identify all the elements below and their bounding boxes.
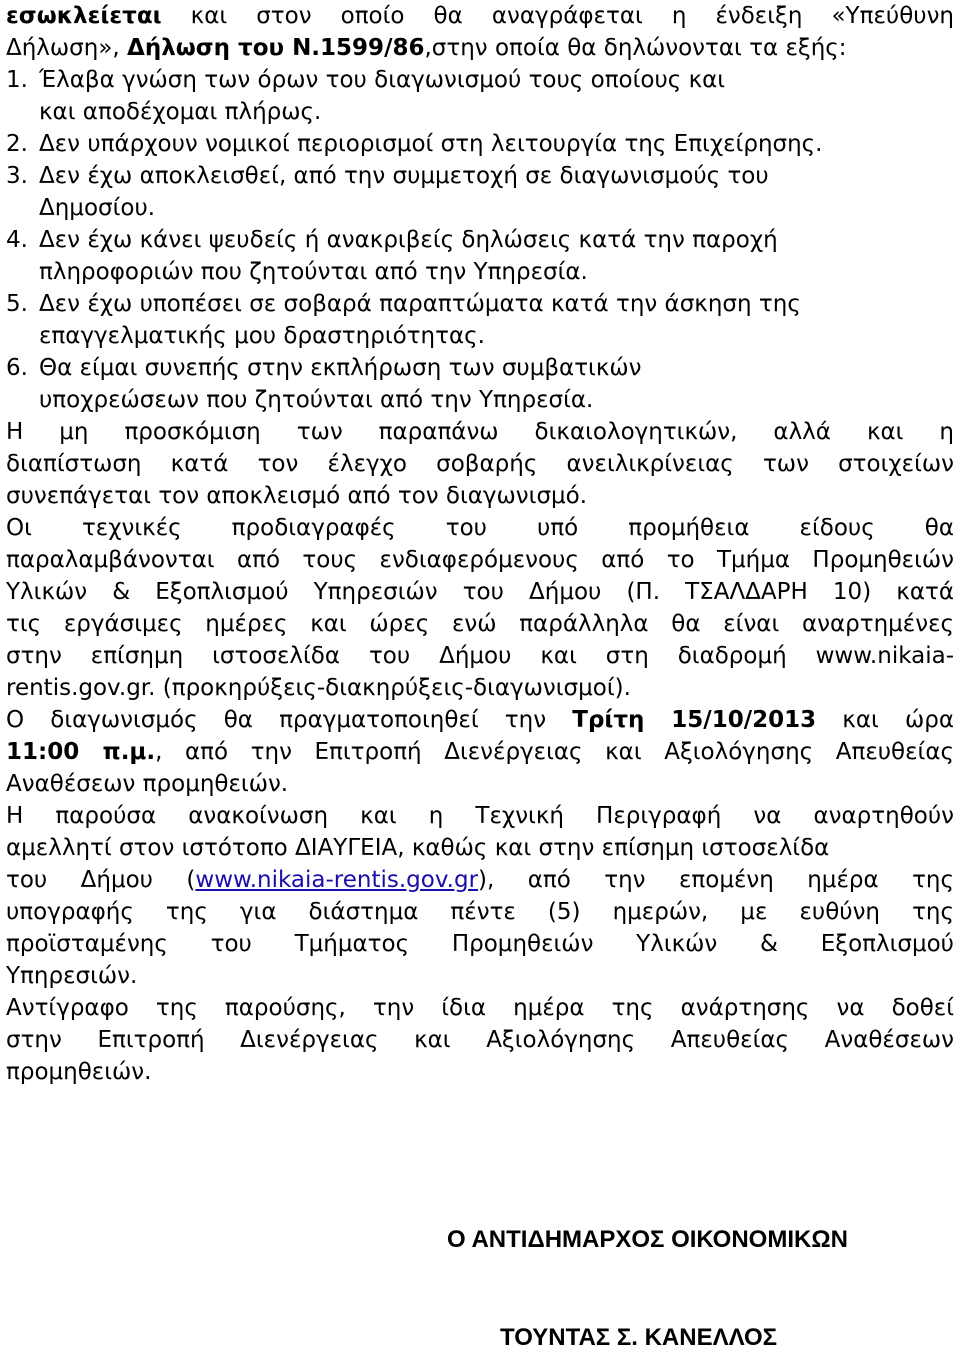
paragraph-line	[6, 864, 954, 896]
paragraph-line: rentis.gov.gr. (προκηρύξεις-διακηρύξεις-διαγωνισμοί).	[6, 675, 631, 701]
paragraph-specifications	[6, 512, 954, 704]
text: και ώρα	[816, 707, 954, 733]
paragraph-line	[6, 704, 954, 736]
paragraph-line: αμελλητί στον ιστότοπο ΔΙΑΥΓΕΙΑ, καθώς και στην επίσημη ιστοσελίδα	[6, 835, 830, 861]
paragraph-line: Οι τεχνικές προδιαγραφές του υπό προμήθεια είδους θα	[6, 515, 954, 541]
paragraph-line: Υπηρεσιών.	[6, 963, 138, 989]
intro-line-1	[6, 0, 954, 32]
paragraph-line	[6, 736, 954, 768]
intro-text-2a: Δήλωση»,	[6, 35, 128, 61]
list-item-cont: υποχρεώσεων που ζητούνται από την Υπηρεσία.	[39, 387, 594, 413]
paragraph-line: Η μη προσκόμιση των παραπάνω δικαιολογητικών, αλλά και η	[6, 419, 954, 445]
paragraph-line: διαπίστωση κατά τον έλεγχο σοβαρής ανειλικρίνειας των στοιχείων	[6, 451, 954, 477]
list-number: 5.	[6, 291, 28, 317]
paragraph-line: συνεπάγεται τον αποκλεισμό από τον διαγωνισμό.	[6, 483, 588, 509]
list-text: Δεν έχω υποπέσει σε σοβαρά παραπτώματα κατά την άσκηση της	[39, 291, 801, 317]
paragraph-line: παραλαμβάνονται από τους ενδιαφερόμενους από το Τμήμα Προμηθειών	[6, 547, 954, 573]
paragraph-line: προϊσταμένης του Τμήματος Προμηθειών Υλικών & Εξοπλισμού	[6, 931, 954, 957]
intro-bold-word: εσωκλείεται	[6, 3, 162, 29]
paragraph-line: στην Επιτροπή Διενέργειας και Αξιολόγησης Απευθείας Αναθέσεων	[6, 1027, 954, 1053]
tender-time: 11:00 π.μ.	[6, 739, 156, 765]
paragraph-line: Η παρούσα ανακοίνωση και η Τεχνική Περιγραφή να αναρτηθούν	[6, 803, 954, 829]
intro-text: και στον οποίο θα αναγράφεται η ένδειξη «Υπεύθυνη	[161, 3, 954, 29]
list-item	[6, 224, 954, 256]
paragraph-line: στην επίσημη ιστοσελίδα του Δήμου και στη διαδρομή www.nikaia-	[6, 643, 954, 669]
paragraph-line: Αντίγραφο της παρούσης, την ίδια ημέρα της ανάρτησης να δοθεί	[6, 995, 954, 1021]
list-number: 4.	[6, 227, 28, 253]
list-text: Δεν υπάρχουν νομικοί περιορισμοί στη λειτουργία της Επιχείρησης.	[39, 131, 823, 157]
paragraph-line: προμηθειών.	[6, 1059, 152, 1085]
intro-text-2b: ,στην οποία θα δηλώνονται τα εξής:	[424, 35, 847, 61]
list-item-cont: και αποδέχομαι πλήρως.	[39, 99, 322, 125]
document-body	[6, 0, 954, 1088]
signature-name: ΤΟΥΝΤΑΣ Σ. ΚΑΝΕΛΛΟΣ	[500, 1324, 778, 1351]
list-item	[6, 64, 954, 96]
paragraph-line: υπογραφής της για διάστημα πέντε (5) ημερών, με ευθύνη της	[6, 899, 954, 925]
paragraph-line: Αναθέσεων προμηθειών.	[6, 771, 289, 797]
paragraph-line: Υλικών & Εξοπλισμού Υπηρεσιών του Δήμου (Π. ΤΣΑΛΔΑΡΗ 10) κατά	[6, 579, 954, 605]
website-link[interactable]: www.nikaia-rentis.gov.gr	[195, 867, 479, 893]
list-item-cont: πληροφοριών που ζητούνται από την Υπηρεσία.	[39, 259, 588, 285]
declarations-list	[6, 64, 954, 416]
list-item-cont: επαγγελματικής μου δραστηριότητας.	[39, 323, 485, 349]
text: , από την Επιτροπή Διενέργειας και Αξιολόγησης Απευθείας	[155, 739, 954, 765]
paragraph-publication	[6, 800, 954, 992]
text: Ο διαγωνισμός θα πραγματοποιηθεί την	[6, 707, 573, 733]
text: ), από την επομένη ημέρα της	[478, 867, 954, 893]
signature-title: Ο ΑΝΤΙΔΗΜΑΡΧΟΣ ΟΙΚΟΝΟΜΙΚΩΝ	[447, 1226, 848, 1253]
list-text: Δεν έχω κάνει ψευδείς ή ανακριβείς δηλώσεις κατά την παροχή	[39, 227, 778, 253]
tender-date: Τρίτη 15/10/2013	[572, 707, 817, 733]
list-item-cont: Δημοσίου.	[39, 195, 156, 221]
list-item	[6, 128, 954, 160]
paragraph-exclusion	[6, 416, 954, 512]
list-text: Θα είμαι συνεπής στην εκπλήρωση των συμβατικών	[39, 355, 642, 381]
list-item	[6, 352, 954, 384]
list-item	[6, 288, 954, 320]
text: του Δήμου (	[6, 867, 196, 893]
paragraph-copy	[6, 992, 954, 1088]
list-number: 6.	[6, 355, 28, 381]
paragraph-tender-date	[6, 704, 954, 800]
law-reference: Δήλωση του Ν.1599/86	[127, 35, 425, 61]
list-number: 3.	[6, 163, 28, 189]
intro-line-2	[6, 32, 954, 64]
list-item	[6, 160, 954, 192]
list-text: Έλαβα γνώση των όρων του διαγωνισμού τους οποίους και	[39, 67, 726, 93]
list-number: 2.	[6, 131, 28, 157]
list-number: 1.	[6, 67, 28, 93]
paragraph-line: τις εργάσιμες ημέρες και ώρες ενώ παράλληλα θα είναι αναρτημένες	[6, 611, 954, 637]
list-text: Δεν έχω αποκλεισθεί, από την συμμετοχή σε διαγωνισμούς του	[39, 163, 769, 189]
